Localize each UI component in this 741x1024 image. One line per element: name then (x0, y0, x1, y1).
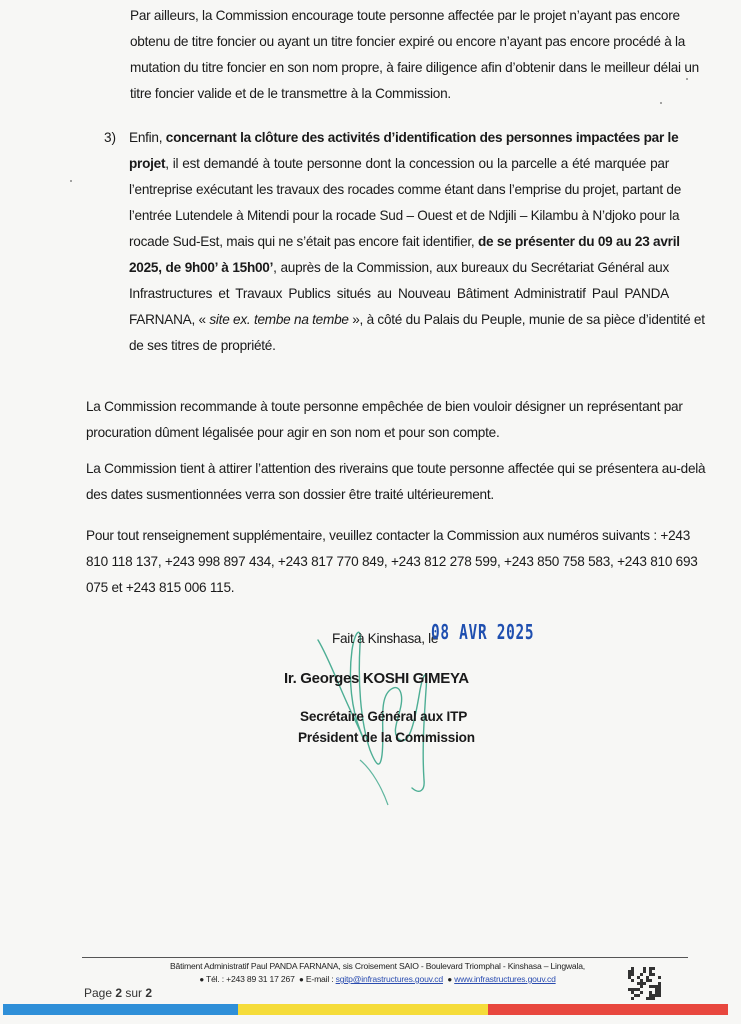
bullet-icon: ● (299, 975, 304, 984)
qr-module (649, 973, 652, 976)
qr-module (631, 967, 634, 970)
signer-title-1: Secrétaire Général aux ITP (300, 709, 468, 724)
qr-module (649, 985, 652, 988)
qr-module (649, 994, 652, 997)
qr-module (628, 988, 631, 991)
qr-module (646, 979, 649, 982)
scan-speck (686, 78, 688, 80)
qr-code-icon (628, 967, 661, 1000)
list-item-3: Enfin, concernant la clôture des activités d’identification des personnes impactées par le projet, il est demandé à toute personne dont la concession ou la parcelle a été marquée par l’entreprise exécutant les travaux des rocades comme étant dans l’emprise du projet, partant de l’entrée Lutendele à Mitendi pour la rocade Sud – Ouest et de Ndjili – Kilambu à N’djoko pour la rocade Sud-Est, mais qui ne s’était pas encore fait identifier, de se présenter du 09 au 23 avril 2025, de 9h00’ à 15h00’, auprès de la Commission, aux bureaux du Secrétariat Général aux Infrastructures et Travaux Publics situés au Nouveau Bâtiment Administratif Paul PANDA FARNANA, « site ex. tembe na tembe », à côté du Palais du Peuple, munie de sa pièce d’identité et de ses titres de propriété. (129, 130, 705, 353)
paragraph-attention: La Commission tient à attirer l’attention des riverains que toute personne affectée qui se présentera au-delà des dates susmentionnées verra son dossier être traité ultérieurement. (86, 461, 706, 502)
date-stamp: 08 AVR 2025 (431, 620, 535, 644)
paragraph-titles-fonciers: Par ailleurs, la Commission encourage toute personne affectée par le projet n’ayant pas encore obtenu de titre foncier ou ayant un titre foncier expiré ou encore n’ayant pas encore procédé à la mutation du titre foncier en son nom propre, à faire diligence afin d’obtenir dans le meilleur délai un titre foncier valide et de le transmettre à la Commission. (130, 8, 699, 101)
qr-module (628, 973, 631, 976)
qr-module (658, 985, 661, 988)
qr-module (649, 970, 652, 973)
qr-module (646, 997, 649, 1000)
qr-module (637, 994, 640, 997)
qr-module (646, 976, 649, 979)
qr-module (628, 970, 631, 973)
footer-phone: Tél. : +243 89 31 17 267 (206, 974, 295, 984)
qr-module (658, 991, 661, 994)
qr-module (658, 988, 661, 991)
qr-module (652, 994, 655, 997)
qr-module (658, 976, 661, 979)
qr-module (631, 970, 634, 973)
qr-module (652, 973, 655, 976)
footer-email-link[interactable]: sgitp@infrastructures.gouv.cd (335, 974, 443, 984)
qr-module (658, 982, 661, 985)
qr-module (637, 982, 640, 985)
qr-module (655, 988, 658, 991)
qr-module (631, 988, 634, 991)
bullet-icon: ● (447, 975, 453, 984)
qr-module (652, 997, 655, 1000)
qr-module (649, 991, 652, 994)
paragraph-recommendation: La Commission recommande à toute personne empêchée de bien vouloir désigner un représentant par procuration dûment légalisée pour agir en son nom et pour son compte. (86, 399, 683, 440)
signer-title-2: Président de la Commission (298, 730, 475, 745)
qr-module (643, 967, 646, 970)
scan-speck (70, 180, 72, 182)
qr-module (643, 982, 646, 985)
qr-module (649, 997, 652, 1000)
qr-module (631, 973, 634, 976)
qr-module (640, 979, 643, 982)
qr-module (655, 991, 658, 994)
qr-module (652, 985, 655, 988)
footer-address: Bâtiment Administratif Paul PANDA FARNANA, sis Croisement SAIO - Boulevard Triomphal - Kinshasa – Lingwala, ● Tél. : +243 89 31 17 267 ● E-mail : sgitp@infrastructures.gouv.cd ● www.infrastructures.gouv.cd (170, 961, 585, 984)
qr-module (658, 994, 661, 997)
flag-band-blue (3, 1004, 238, 1015)
qr-module (640, 991, 643, 994)
qr-module (628, 976, 631, 979)
page-number: Page 2 sur 2 (84, 986, 153, 1000)
footer-divider (82, 957, 688, 958)
qr-module (631, 997, 634, 1000)
flag-band-red (488, 1004, 728, 1015)
bullet-icon: ● (199, 975, 204, 984)
qr-module (634, 988, 637, 991)
qr-module (640, 982, 643, 985)
qr-module (631, 979, 634, 982)
signer-name: Ir. Georges KOSHI GIMEYA (284, 670, 469, 687)
footer-website-link[interactable]: www.infrastructures.gouv.cd (454, 974, 556, 984)
place-label: Fait à Kinshasa, le (332, 631, 439, 646)
qr-module (649, 979, 652, 982)
qr-module (634, 994, 637, 997)
qr-module (637, 988, 640, 991)
qr-module (649, 967, 652, 970)
qr-module (643, 970, 646, 973)
paragraph-contact: Pour tout renseignement supplémentaire, veuillez contacter la Commission aux numéros suivants : +243 810 118 137, +243 998 897 434, +243 817 770 849, +243 812 278 599, +243 850 758 583, +243 810 693 075 et +243 815 006 115. (86, 528, 698, 595)
qr-module (640, 985, 643, 988)
scan-speck (660, 102, 662, 104)
flag-band-yellow (238, 1004, 488, 1015)
qr-module (637, 976, 640, 979)
qr-module (640, 973, 643, 976)
qr-module (652, 967, 655, 970)
qr-module (655, 985, 658, 988)
list-item-number: 3) (104, 130, 117, 145)
qr-module (655, 994, 658, 997)
qr-module (631, 991, 634, 994)
